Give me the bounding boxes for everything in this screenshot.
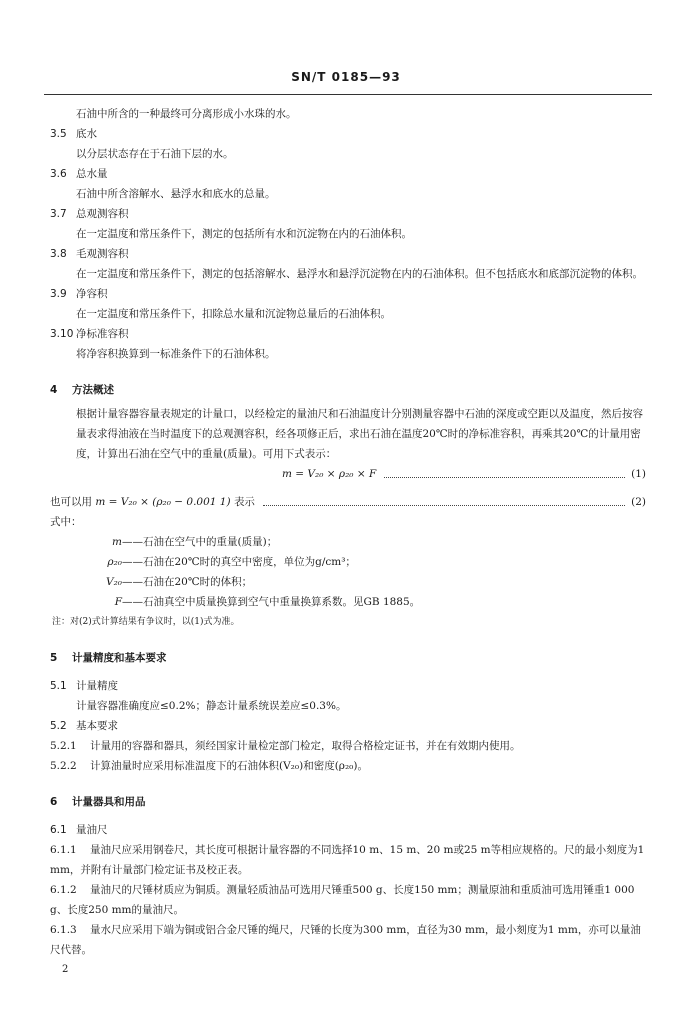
- continuation-line: 石油中所含的一种最终可分离形成小水珠的水。: [76, 108, 297, 120]
- clause-title: 量油尺: [76, 824, 108, 836]
- clause-number: 5.1: [50, 680, 67, 692]
- clause-6-1-3: [50, 920, 650, 960]
- section-number: 5: [50, 652, 58, 664]
- note: 注：对(2)式计算结果有争议时，以(1)式为准。: [52, 617, 240, 627]
- clause-text: 计量用的容器和器具，须经国家计量检定部门检定，取得合格检定证书，并在有效期内使用。: [90, 740, 521, 752]
- definition-3-6: [50, 164, 650, 204]
- formula-2-row: [50, 492, 650, 512]
- clause-6-1-2: [50, 880, 650, 920]
- def-title: 净标准容积: [76, 328, 129, 340]
- section-title: 计量器具和用品: [72, 796, 146, 808]
- def-title: 总水量: [76, 168, 108, 180]
- clause-text: 量水尺应采用下端为铜或铝合金尺锤的绳尺，尺锤的长度为300 mm，直径为30 mm，最小刻度为1 mm，亦可以量油尺代替。: [50, 924, 641, 956]
- clause-6-1-1: [50, 840, 650, 880]
- definition-3-9: [50, 284, 650, 324]
- alt-suffix: 表示: [233, 496, 255, 508]
- formula-2: m = V₂₀ × (ρ₂₀ − 0.001 1): [95, 496, 231, 508]
- def-number: 3.7: [50, 208, 67, 220]
- clause-number: 5.2.2: [50, 760, 77, 772]
- equation-number-2: (2): [631, 496, 646, 508]
- def-title: 总观测容积: [76, 208, 129, 220]
- header-rule: [44, 94, 652, 95]
- definition-3-5: [50, 124, 650, 164]
- symbol-row: [50, 572, 650, 592]
- section-5-heading: [50, 648, 650, 668]
- section-4-paragraph: 根据计量容器容量表规定的计量口，以经检定的量油尺和石油温度计分别测量容器中石油的深度或空距以及温度，然后按容量表求得油液在当时温度下的总观测容积，经各项修正后，求出石油在温度20℃时的净标准容积，再乘其20℃的计量用密度，计算出石油在空气中的重量(质量)。可用下式表示：: [76, 408, 643, 460]
- equation-number-1: (1): [631, 468, 646, 480]
- formula-1: m = V₂₀ × ρ₂₀ × F: [282, 468, 377, 480]
- symbol-desc: ——石油在空气中的重量(质量)；: [122, 536, 278, 548]
- symbol-desc: ——石油真空中质量换算到空气中重量换算系数。见GB 1885。: [122, 596, 421, 608]
- clause-number: 6.1.2: [50, 884, 77, 896]
- clause-5-2-1: [50, 736, 650, 756]
- symbol: V₂₀: [105, 576, 122, 588]
- def-title: 毛观测容积: [76, 248, 129, 260]
- section-title: 计量精度和基本要求: [72, 652, 167, 664]
- def-number: 3.5: [50, 128, 67, 140]
- def-number: 3.6: [50, 168, 67, 180]
- section-6-heading: [50, 792, 650, 812]
- clause-title: 基本要求: [76, 720, 118, 732]
- clause-number: 6.1.3: [50, 924, 77, 936]
- leader-dots: [384, 464, 625, 478]
- definition-3-7: [50, 204, 650, 244]
- section-4-heading: [50, 380, 650, 400]
- clause-6-1: [50, 820, 650, 840]
- symbol: F: [114, 596, 122, 608]
- clause-text: 计量容器准确度应≤0.2%；静态计量系统误差应≤0.3%。: [76, 700, 347, 712]
- def-number: 3.8: [50, 248, 67, 260]
- def-title: 净容积: [76, 288, 108, 300]
- def-text: 在一定温度和常压条件下，扣除总水量和沉淀物总量后的石油体积。: [76, 308, 391, 320]
- clause-text: 量油尺应采用钢卷尺，其长度可根据计量容器的不同选择10 m、15 m、20 m或25 m等相应规格的。尺的最小刻度为1 mm，并附有计量部门检定证书及校正表。: [50, 844, 645, 876]
- formula-2-text: [50, 492, 255, 512]
- def-text: 在一定温度和常压条件下，测定的包括溶解水、悬浮水和悬浮沉淀物在内的石油体积。但不包括底水和底部沉淀物的体积。: [76, 268, 643, 280]
- def-text: 石油中所含溶解水、悬浮水和底水的总量。: [76, 188, 276, 200]
- definition-3-8: [50, 244, 650, 284]
- symbol-desc: ——石油在20℃时的真空中密度，单位为g/cm³；: [122, 556, 356, 568]
- def-number: 3.9: [50, 288, 67, 300]
- clause-5-1: [50, 676, 650, 696]
- symbol-desc: ——石油在20℃时的体积；: [122, 576, 253, 588]
- clause-number: 5.2.1: [50, 740, 77, 752]
- clause-number: 5.2: [50, 720, 67, 732]
- clause-number: 6.1: [50, 824, 67, 836]
- page-content: [50, 104, 650, 960]
- section-title: 方法概述: [72, 384, 114, 396]
- clause-title: 计量精度: [76, 680, 118, 692]
- clause-text: 量油尺的尺锤材质应为铜质。测量轻质油品可选用尺锤重500 g、长度150 mm；测量原油和重质油可选用锤重1 000 g、长度250 mm的量油尺。: [50, 884, 635, 916]
- def-number: 3.10: [50, 328, 74, 340]
- symbol: ρ₂₀: [107, 556, 122, 568]
- section-number: 4: [50, 384, 58, 396]
- symbol-row: [50, 552, 650, 572]
- clause-text: 计算油量时应采用标准温度下的石油体积(V₂₀)和密度(ρ₂₀)。: [90, 760, 368, 772]
- def-text: 以分层状态存在于石油下层的水。: [76, 148, 234, 160]
- section-number: 6: [50, 796, 58, 808]
- clause-5-2-2: [50, 756, 650, 776]
- symbol: m: [112, 536, 122, 548]
- page-header: SN/T 0185—93: [291, 70, 401, 84]
- symbol-row: [50, 532, 650, 552]
- def-text: 将净容积换算到一标准条件下的石油体积。: [76, 348, 276, 360]
- definition-3-10: [50, 324, 650, 364]
- symbol-row: [50, 592, 650, 612]
- def-title: 底水: [76, 128, 97, 140]
- clause-5-2: [50, 716, 650, 736]
- alt-label: 也可以用: [50, 496, 92, 508]
- clause-number: 6.1.1: [50, 844, 77, 856]
- def-text: 在一定温度和常压条件下，测定的包括所有水和沉淀物在内的石油体积。: [76, 228, 412, 240]
- formula-1-row: [50, 464, 650, 484]
- leader-dots: [263, 492, 625, 506]
- where-label: 式中：: [50, 516, 82, 528]
- page-number: 2: [62, 964, 69, 975]
- symbol-list: [50, 532, 650, 612]
